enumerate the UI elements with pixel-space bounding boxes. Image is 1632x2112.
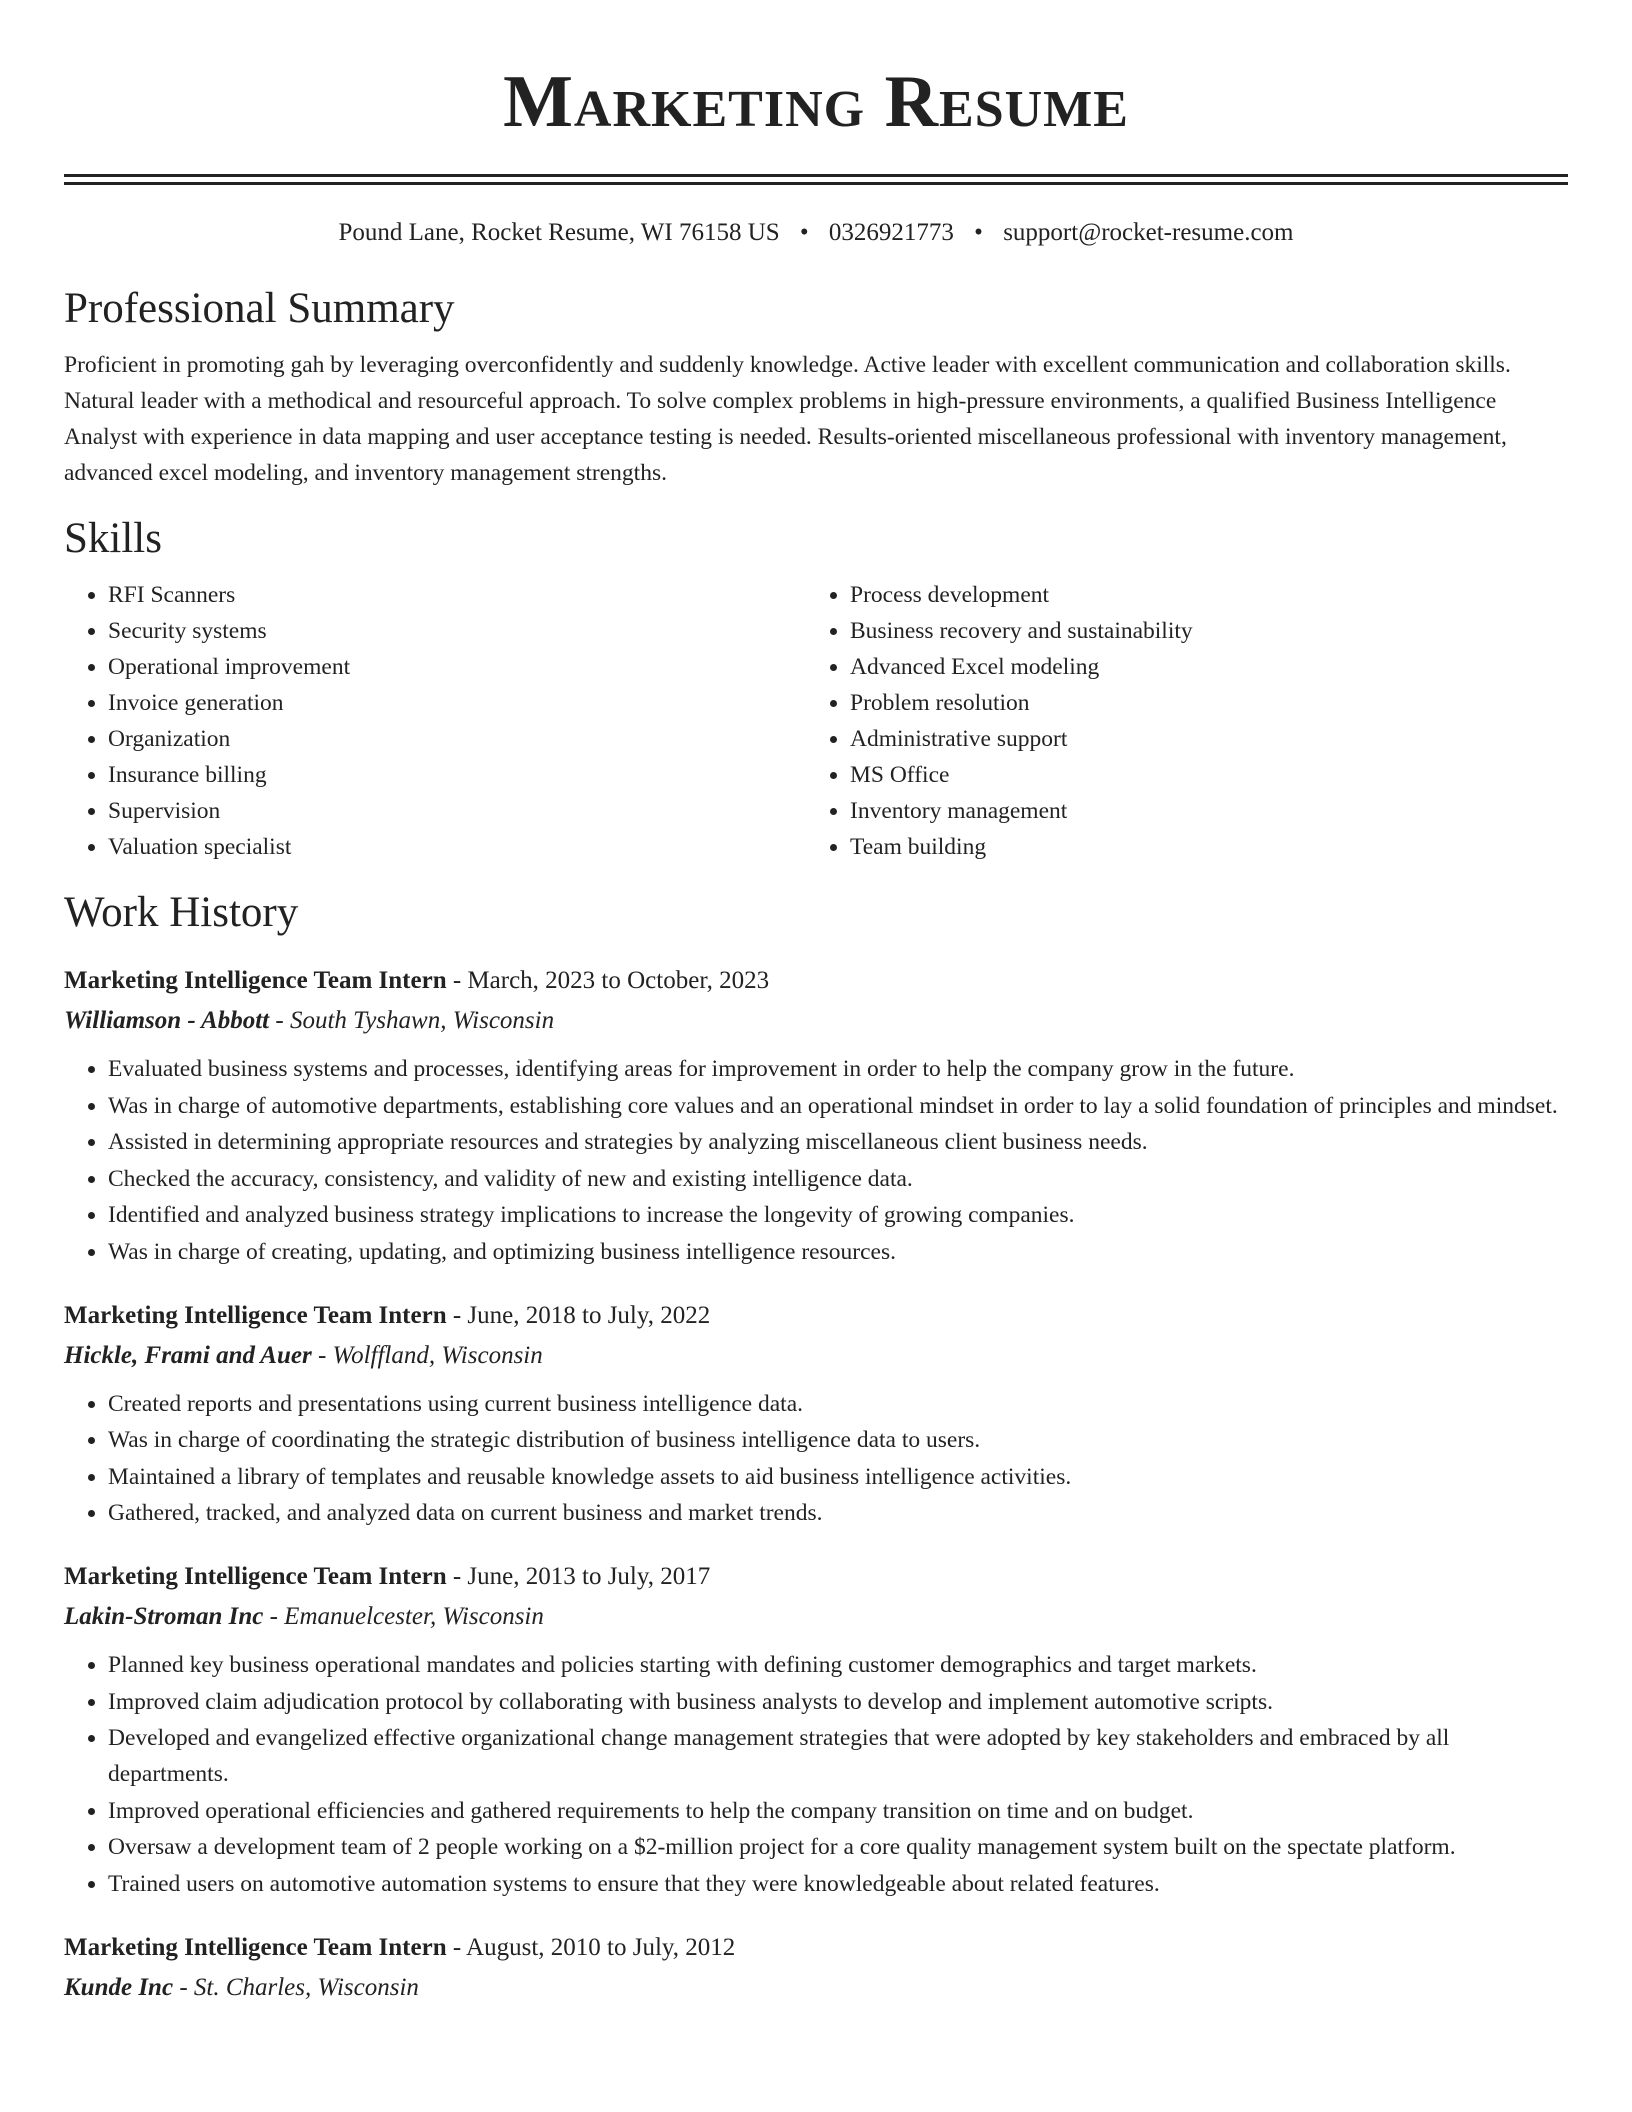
skill-item: • Valuation specialist — [108, 829, 806, 865]
contact-separator: • — [974, 219, 983, 246]
contact-email: support@rocket-resume.com — [1003, 219, 1294, 246]
skill-item: • MS Office — [850, 757, 1548, 793]
job-company-line — [64, 1968, 1568, 2008]
job-bullet: • Evaluated business systems and processes, identifying areas for improvement in order to help the company grow in the future. — [108, 1051, 1568, 1087]
job-bullet: • Was in charge of automotive departments, establishing core values and an operational mindset in order to lay a solid foundation of principles and mindset. — [108, 1088, 1568, 1124]
job-company: Hickle, Frami and Auer — [64, 1341, 312, 1369]
job-title-line — [64, 1296, 1568, 1336]
job-role: Marketing Intelligence Team Intern — [64, 1563, 447, 1590]
job-role: Marketing Intelligence Team Intern — [64, 1933, 447, 1961]
job-title-line — [64, 961, 1568, 1001]
job-bullet: • Trained users on automotive automation systems to ensure that they were knowledgeable about related features. — [108, 1866, 1568, 1902]
skill-item: • Team building — [850, 829, 1548, 865]
job-bullet: • Was in charge of creating, updating, and optimizing business intelligence resources. — [108, 1234, 1568, 1270]
job-company-line — [64, 1001, 1568, 1041]
job-bullet: • Developed and evangelized effective organizational change management strategies that were adopted by key stakeholders and embraced by all departments. — [108, 1720, 1568, 1792]
job-bullet: • Oversaw a development team of 2 people working on a $2-million project for a core quality management system built on the spectate platform. — [108, 1829, 1568, 1865]
job-bullet: • Assisted in determining appropriate resources and strategies by analyzing miscellaneous client business needs. — [108, 1124, 1568, 1160]
contact-address: Pound Lane, Rocket Resume, WI 76158 US — [338, 219, 780, 246]
job-bullet: • Checked the accuracy, consistency, and validity of new and existing intelligence data. — [108, 1161, 1568, 1197]
job-title-line — [64, 1557, 1568, 1597]
job-bullet: • Maintained a library of templates and reusable knowledge assets to aid business intelligence activities. — [108, 1459, 1568, 1495]
job-title-line — [64, 1928, 1568, 1968]
resume-title: Marketing Resume — [503, 61, 1129, 143]
job-role: Marketing Intelligence Team Intern — [64, 1301, 447, 1329]
skill-item: • RFI Scanners — [108, 577, 806, 613]
job-bullet: • Improved claim adjudication protocol by collaborating with business analysts to develop and implement automotive scripts. — [108, 1684, 1568, 1720]
contact-phone: 0326921773 — [828, 219, 954, 246]
title-double-rule — [64, 174, 1568, 185]
job-bullet: • Improved operational efficiencies and gathered requirements to help the company transition on time and on budget. — [108, 1793, 1568, 1829]
skill-item: • Operational improvement — [108, 649, 806, 685]
skills-columns — [64, 577, 1568, 865]
job-bullets — [64, 1051, 1568, 1270]
skills-heading: Skills — [64, 515, 162, 562]
job-location: - Wolffland, Wisconsin — [311, 1341, 543, 1369]
job-bullets — [64, 1647, 1568, 1902]
skill-item: • Invoice generation — [108, 685, 806, 721]
skills-list-right — [806, 577, 1548, 865]
job-bullet: • Created reports and presentations using current business intelligence data. — [108, 1386, 1568, 1422]
skill-item: • Insurance billing — [108, 757, 806, 793]
skill-item: • Inventory management — [850, 793, 1548, 829]
job-entry — [64, 1928, 1568, 2008]
skill-item: • Process development — [850, 577, 1548, 613]
job-company: Lakin-Stroman Inc — [64, 1603, 264, 1630]
skill-item: • Problem resolution — [850, 685, 1548, 721]
job-company-line — [64, 1597, 1568, 1637]
summary-text: Proficient in promoting gah by leveraging overconfidently and suddenly knowledge. Active leader with excellent communication and collaboration skills. Natural leader with a methodical and resourceful approach. To solve complex problems in high-pressure environments, a qualified Business Intelligence Analyst with experience in data mapping and user acceptance testing is needed. Results-oriented miscellaneous professional with inventory management, advanced excel modeling, and inventory management strengths. — [64, 352, 1511, 486]
job-bullet: • Gathered, tracked, and analyzed data on current business and market trends. — [108, 1495, 1568, 1531]
job-location: - Emanuelcester, Wisconsin — [263, 1603, 544, 1630]
job-entry — [64, 1557, 1568, 1902]
skills-list-left — [64, 577, 806, 865]
skill-item: • Advanced Excel modeling — [850, 649, 1548, 685]
job-bullet: • Was in charge of coordinating the strategic distribution of business intelligence data to users. — [108, 1422, 1568, 1458]
job-company: Williamson - Abbott — [64, 1007, 270, 1034]
job-company: Kunde Inc — [64, 1973, 174, 2001]
skill-item: • Organization — [108, 721, 806, 757]
skill-item: • Administrative support — [850, 721, 1548, 757]
job-role: Marketing Intelligence Team Intern — [64, 967, 447, 994]
contact-line — [64, 217, 1568, 249]
skill-item: • Security systems — [108, 613, 806, 649]
job-dates: - June, 2018 to July, 2022 — [446, 1301, 711, 1329]
job-location: - St. Charles, Wisconsin — [173, 1973, 419, 2001]
skill-item: • Business recovery and sustainability — [850, 613, 1548, 649]
job-entry — [64, 1296, 1568, 1532]
job-bullets — [64, 1386, 1568, 1532]
work-history-heading: Work History — [64, 889, 299, 936]
job-bullet: • Planned key business operational mandates and policies starting with defining customer demographics and target markets. — [108, 1647, 1568, 1683]
contact-separator: • — [799, 219, 809, 246]
job-dates: - June, 2013 to July, 2017 — [446, 1563, 711, 1590]
job-dates: - August, 2010 to July, 2012 — [446, 1933, 736, 1961]
job-entry — [64, 961, 1568, 1270]
job-dates: - March, 2023 to October, 2023 — [446, 967, 770, 994]
skill-item: • Supervision — [108, 793, 806, 829]
job-company-line — [64, 1336, 1568, 1376]
job-bullet: • Identified and analyzed business strategy implications to increase the longevity of growing companies. — [108, 1197, 1568, 1233]
summary-heading: Professional Summary — [64, 285, 455, 332]
job-location: - South Tyshawn, Wisconsin — [269, 1007, 555, 1034]
